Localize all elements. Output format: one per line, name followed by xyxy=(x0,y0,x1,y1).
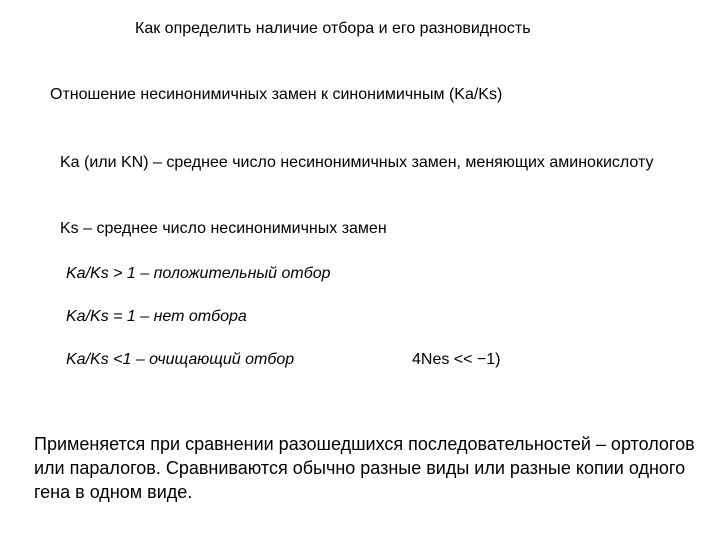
slide-title: Как определить наличие отбора и его разновидность xyxy=(135,20,531,37)
rule-purifying-selection: Ka/Ks <1 – очищающий отбор xyxy=(66,351,295,368)
rule-no-selection: Ka/Ks = 1 – нет отбора xyxy=(66,308,247,325)
ka-definition: Ka (или KN) – среднее число несинонимичных замен, меняющих аминокислоту xyxy=(60,154,654,171)
slide-subtitle: Отношение несинонимичных замен к синонимичным (Ka/Ks) xyxy=(50,86,503,103)
nes-note: 4Nes << −1) xyxy=(412,351,501,368)
rule-positive-selection: Ka/Ks > 1 – положительный отбор xyxy=(66,265,331,282)
application-note: Применяется при сравнении разошедшихся последовательностей – ортологов или паралогов. Сравниваются обычно разные виды или разные копии одного гена в одном виде. xyxy=(34,434,695,502)
ks-definition: Ks – среднее число несинонимичных замен xyxy=(60,220,387,237)
